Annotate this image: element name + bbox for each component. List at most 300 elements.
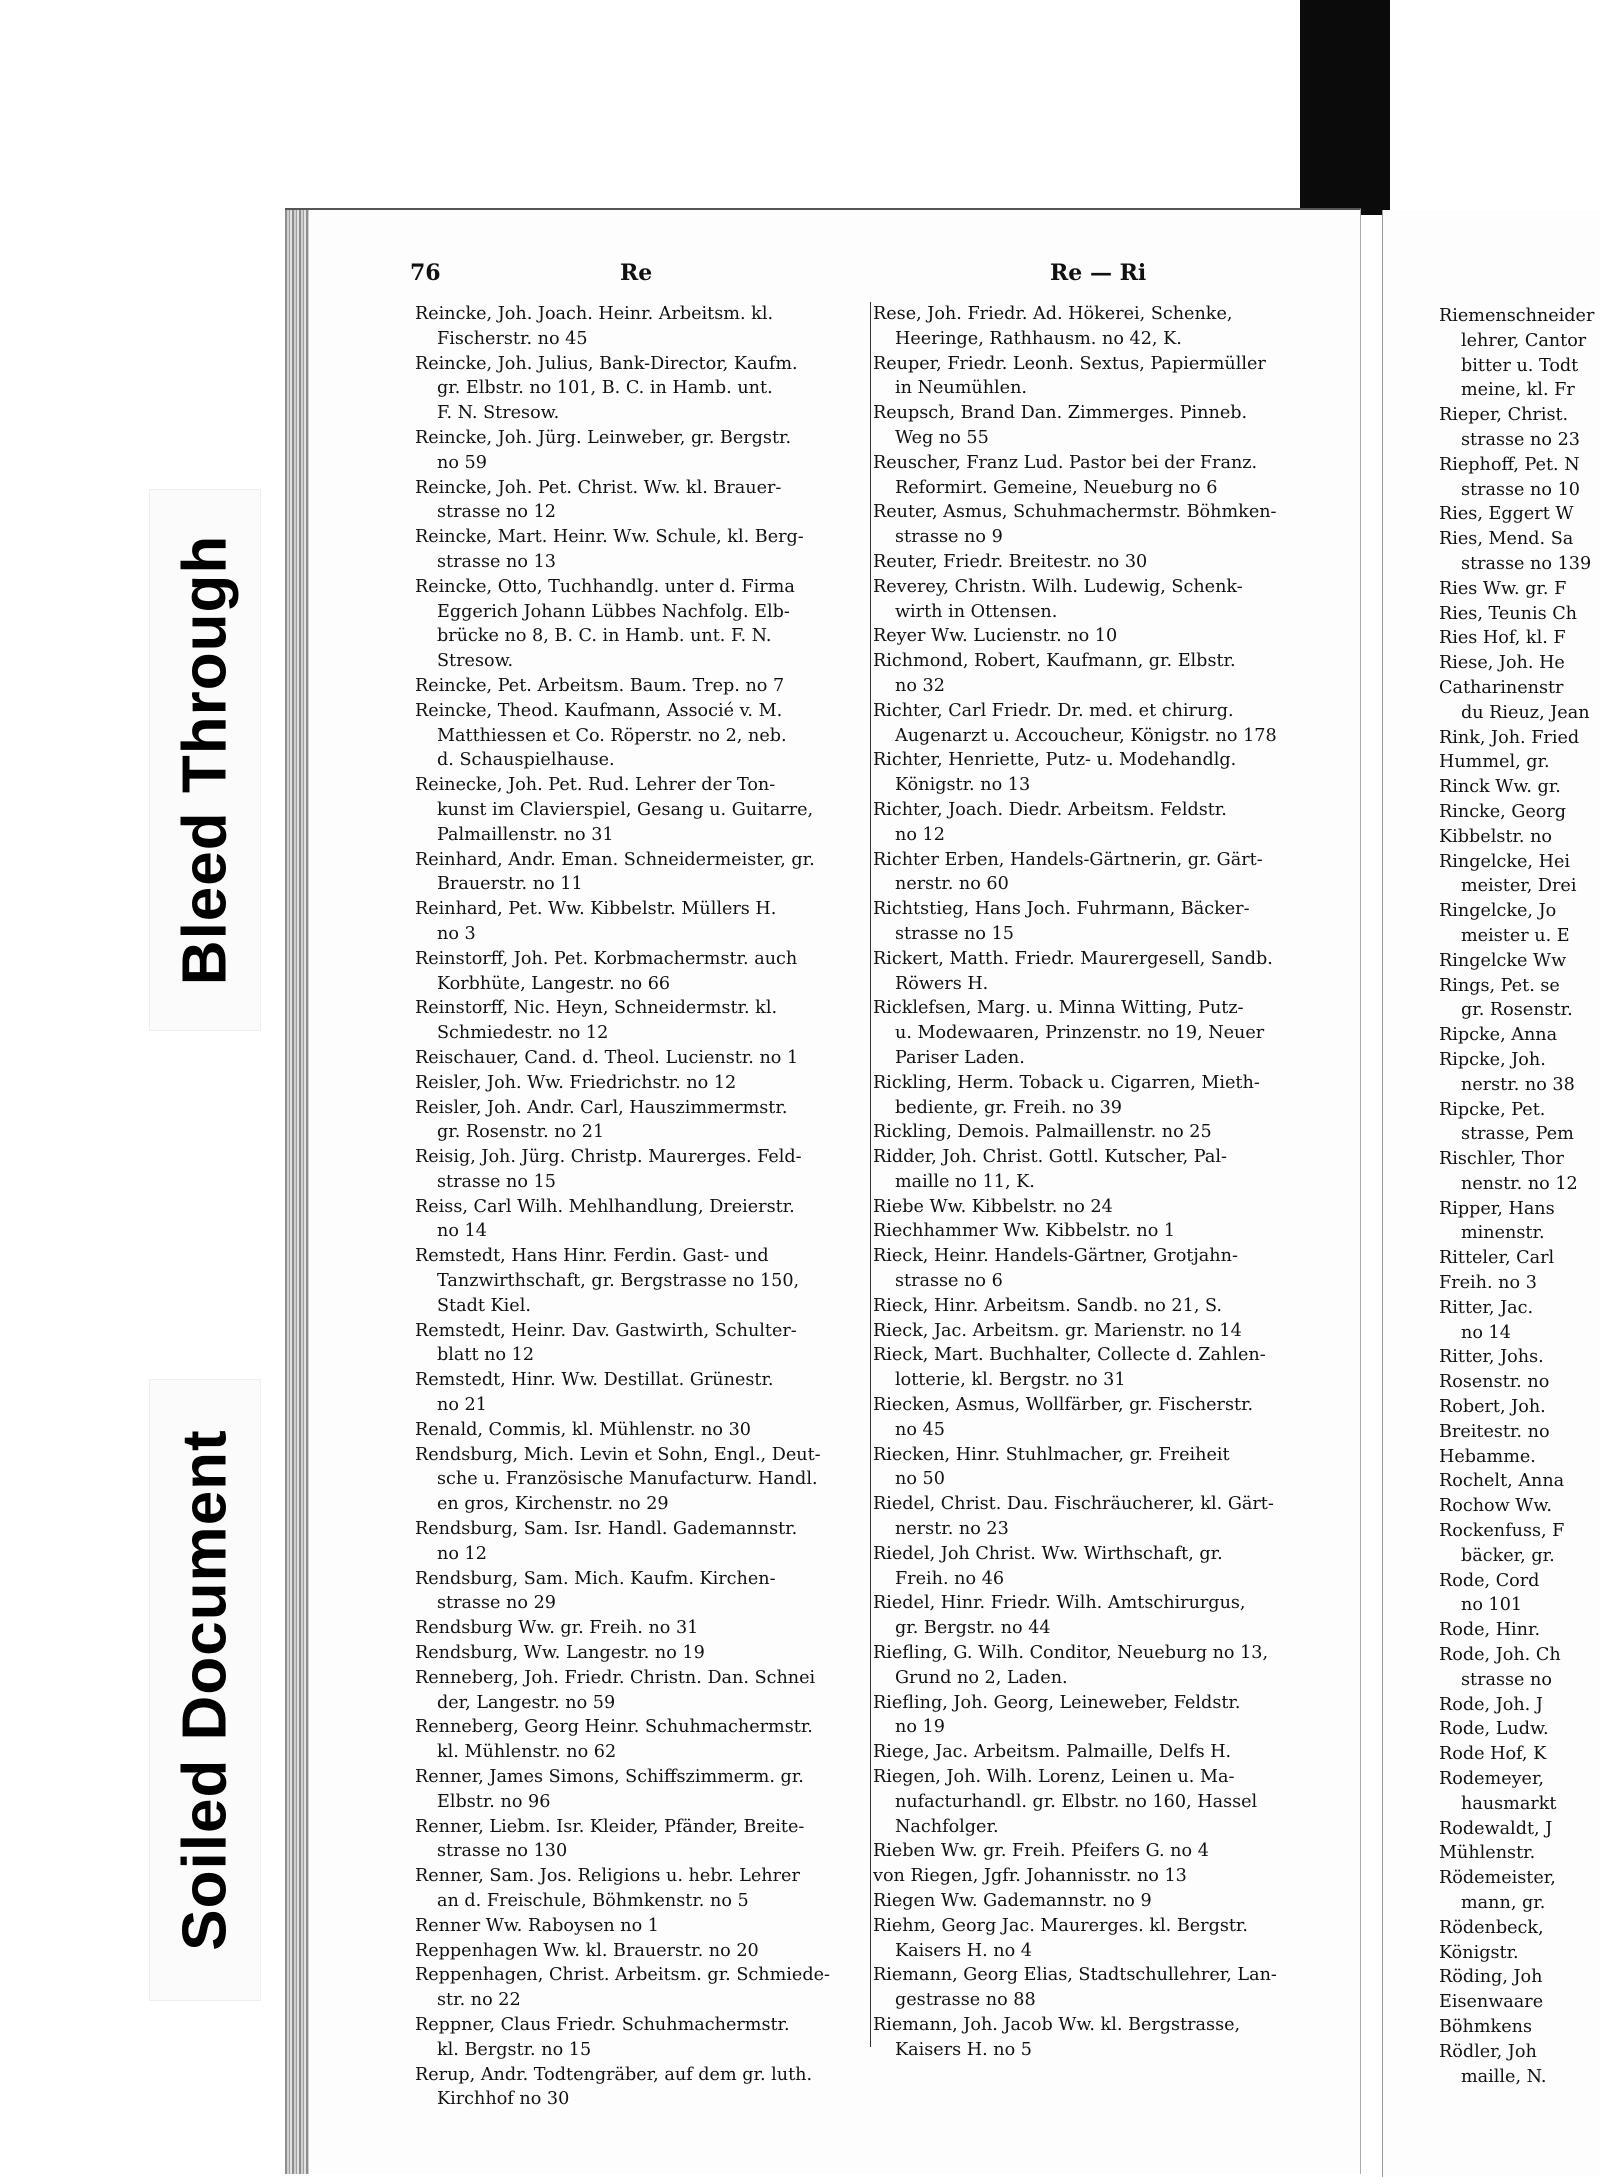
entry-first-line: Richmond, Robert, Kaufmann, gr. Elbstr. [873, 651, 1236, 672]
entry-continuation-line: Heeringe, Rathhausm. no 42, K. [895, 328, 1182, 349]
entry-first-line: Rerup, Andr. Todtengräber, auf dem gr. luth. [415, 2064, 813, 2085]
adjacent-page-line: Ries Ww. gr. F [1439, 578, 1567, 599]
entry-continuation-line: Kirchhof no 30 [437, 2089, 570, 2110]
adjacent-page-line: meine, kl. Fr [1461, 380, 1575, 401]
entry-continuation-line: strasse no 15 [895, 923, 1014, 944]
entry-first-line: Riefling, Joh. Georg, Leineweber, Feldstr. [873, 1692, 1241, 1713]
entry-continuation-line: Grund no 2, Laden. [895, 1667, 1068, 1688]
entry-continuation-line: strasse no 12 [437, 502, 556, 523]
directory-entry [415, 1616, 867, 1641]
directory-entry [415, 1443, 867, 1517]
page-edge [285, 210, 309, 2174]
adjacent-page-line: Riemenschneider [1439, 306, 1595, 326]
entry-continuation-line: gestrasse no 88 [895, 1990, 1036, 2011]
entry-first-line: Reupsch, Brand Dan. Zimmerges. Pinneb. [873, 403, 1248, 424]
adjacent-page-line: Hummel, gr. [1439, 752, 1550, 773]
entry-first-line: Reppner, Claus Friedr. Schuhmachermstr. [415, 2014, 790, 2035]
adjacent-page-line: lehrer, Cantor [1461, 330, 1587, 351]
soiled-document-label: Soiled Document [170, 1429, 240, 1951]
directory-entry [415, 1096, 867, 1146]
entry-first-line: Richter, Henriette, Putz- u. Modehandlg. [873, 750, 1237, 771]
adjacent-page-line: Ringelcke Ww [1439, 950, 1567, 971]
entry-first-line: von Riegen, Jgfr. Johannisstr. no 13 [873, 1866, 1187, 1887]
entry-first-line: Ricklefsen, Marg. u. Minna Witting, Putz- [873, 998, 1244, 1019]
entry-first-line: Riebe Ww. Kibbelstr. no 24 [873, 1196, 1113, 1217]
directory-entry [415, 352, 867, 426]
directory-entry [873, 1492, 1328, 1542]
entry-continuation-line: Schmiedestr. no 12 [437, 1023, 609, 1044]
entry-first-line: Reincke, Joh. Jürg. Leinweber, gr. Bergstr. [415, 427, 792, 448]
adjacent-page-line: Ritteler, Carl [1439, 1248, 1555, 1269]
directory-entry [873, 1963, 1328, 2013]
entry-continuation-line: u. Modewaaren, Prinzenstr. no 19, Neuer [895, 1023, 1265, 1044]
entry-first-line: Rickling, Demois. Palmaillenstr. no 25 [873, 1122, 1212, 1143]
entry-continuation-line: no 12 [437, 1543, 487, 1564]
adjacent-page-line: minenstr. [1461, 1223, 1545, 1244]
entry-first-line: Renner Ww. Raboysen no 1 [415, 1915, 659, 1936]
directory-entry [873, 2013, 1328, 2063]
entry-continuation-line: strasse no 29 [437, 1593, 556, 1614]
entry-continuation-line: Augenarzt u. Accoucheur, Königstr. no 178 [895, 725, 1277, 746]
entry-continuation-line: strasse no 9 [895, 527, 1003, 548]
entry-first-line: Rendsburg, Sam. Mich. Kaufm. Kirchen- [415, 1568, 776, 1589]
directory-entry [415, 1244, 867, 1318]
entry-first-line: Richter, Joach. Diedr. Arbeitsm. Feldstr. [873, 799, 1227, 820]
entry-first-line: Richter Erben, Handels-Gärtnerin, gr. Gärt- [873, 849, 1263, 870]
entry-continuation-line: no 19 [895, 1717, 945, 1738]
soiled-document-stamp [150, 1380, 260, 2000]
adjacent-page-line: meister, Drei [1461, 876, 1577, 897]
entry-continuation-line: Weg no 55 [895, 427, 989, 448]
directory-entry [873, 451, 1328, 501]
directory-entry [873, 1691, 1328, 1741]
entry-first-line: Reinecke, Joh. Pet. Rud. Lehrer der Ton- [415, 775, 776, 796]
directory-entry [873, 699, 1328, 749]
directory-entry [415, 1963, 867, 2013]
directory-entry [415, 1517, 867, 1567]
adjacent-page-line: Freih. no 3 [1439, 1273, 1537, 1294]
entry-continuation-line: kl. Bergstr. no 15 [437, 2039, 592, 2060]
entry-continuation-line: strasse no 130 [437, 1841, 568, 1862]
directory-entry [873, 352, 1328, 402]
directory-entry [873, 624, 1328, 649]
entry-first-line: Riecken, Hinr. Stuhlmacher, gr. Freiheit [873, 1444, 1230, 1465]
adjacent-page-line: Riese, Joh. He [1439, 653, 1565, 674]
page-header [285, 260, 1360, 300]
entry-continuation-line: Kaisers H. no 5 [895, 2039, 1032, 2060]
entry-first-line: Rieck, Hinr. Arbeitsm. Sandb. no 21, S. [873, 1295, 1223, 1316]
page-number: 76 [410, 260, 441, 286]
entry-continuation-line: nerstr. no 60 [895, 874, 1009, 895]
directory-entry [415, 848, 867, 898]
directory-entry [415, 476, 867, 526]
entry-continuation-line: Tanzwirthschaft, gr. Bergstrasse no 150, [437, 1271, 800, 1292]
adjacent-page-line: Rings, Pet. se [1439, 975, 1560, 996]
entry-first-line: Reuper, Friedr. Leonh. Sextus, Papiermüller [873, 353, 1266, 374]
entry-first-line: Richter, Carl Friedr. Dr. med. et chirurg. [873, 700, 1234, 721]
entry-first-line: Reuter, Asmus, Schuhmachermstr. Böhmken- [873, 502, 1277, 523]
entry-continuation-line: Röwers H. [895, 973, 989, 994]
entry-first-line: Reisler, Joh. Andr. Carl, Hauszimmermstr. [415, 1097, 788, 1118]
directory-entry [415, 1666, 867, 1716]
adjacent-page-line: Böhmkens [1439, 2016, 1532, 2037]
entry-first-line: Renner, Liebm. Isr. Kleider, Pfänder, Breite- [415, 1816, 805, 1837]
adjacent-page-line: Ripper, Hans [1439, 1198, 1555, 1219]
adjacent-page-line: Rieper, Christ. [1439, 405, 1569, 426]
bleed-through-stamp [150, 490, 260, 1030]
entry-first-line: Reisler, Joh. Ww. Friedrichstr. no 12 [415, 1072, 737, 1093]
entry-continuation-line: no 59 [437, 452, 487, 473]
entry-continuation-line: Kaisers H. no 4 [895, 1940, 1032, 1961]
directory-entry [415, 575, 867, 674]
directory-entry [873, 1219, 1328, 1244]
entry-first-line: Riegen Ww. Gademannstr. no 9 [873, 1891, 1152, 1911]
entry-continuation-line: brücke no 8, B. C. in Hamb. unt. F. N. [437, 626, 772, 647]
entry-continuation-line: str. no 22 [437, 1990, 521, 2011]
adjacent-page-line: mann, gr. [1461, 1893, 1546, 1913]
entry-first-line: Renner, Sam. Jos. Religions u. hebr. Lehrer [415, 1866, 800, 1887]
directory-entry [415, 1939, 867, 1964]
adjacent-page-line: Rode, Joh. Ch [1439, 1645, 1561, 1666]
directory-entry [415, 1145, 867, 1195]
entry-first-line: Richtstieg, Hans Joch. Fuhrmann, Bäcker- [873, 899, 1250, 920]
entry-continuation-line: gr. Elbstr. no 101, B. C. in Hamb. unt. [437, 378, 773, 399]
directory-entry [415, 1071, 867, 1096]
entry-continuation-line: nerstr. no 23 [895, 1519, 1009, 1540]
entry-continuation-line: Elbstr. no 96 [437, 1791, 551, 1812]
directory-entry [873, 848, 1328, 898]
entry-first-line: Reincke, Mart. Heinr. Ww. Schule, kl. Berg- [415, 527, 804, 548]
directory-entry [873, 748, 1328, 798]
entry-first-line: Reincke, Joh. Julius, Bank-Director, Kaufm. [415, 353, 798, 374]
directory-entry [415, 1567, 867, 1617]
entry-first-line: Rieck, Mart. Buchhalter, Collecte d. Zahlen- [873, 1345, 1266, 1366]
adjacent-page-line: Robert, Joh. [1439, 1397, 1546, 1418]
adjacent-page-line: Rode, Ludw. [1439, 1719, 1549, 1740]
entry-continuation-line: gr. Rosenstr. no 21 [437, 1122, 605, 1143]
adjacent-page-line: nerstr. no 38 [1461, 1074, 1575, 1095]
directory-entry [873, 1542, 1328, 1592]
entry-continuation-line: no 14 [437, 1221, 487, 1242]
adjacent-page-line: strasse no 10 [1461, 479, 1580, 500]
entry-first-line: Rickling, Herm. Toback u. Cigarren, Mieth- [873, 1072, 1260, 1093]
adjacent-page-line: Rochow Ww. [1439, 1496, 1552, 1517]
adjacent-page-line: Kibbelstr. no [1439, 826, 1553, 847]
adjacent-page-line: bitter u. Todt [1461, 355, 1579, 376]
entry-first-line: Rese, Joh. Friedr. Ad. Hökerei, Schenke, [873, 304, 1233, 324]
adjacent-page-line: meister u. E [1461, 925, 1570, 946]
directory-entry [415, 1641, 867, 1666]
directory-entry [873, 1443, 1328, 1493]
running-head-left: Re [620, 260, 653, 286]
adjacent-page-line: Röding, Joh [1439, 1967, 1543, 1988]
entry-first-line: Rendsburg, Sam. Isr. Handl. Gademannstr. [415, 1519, 798, 1540]
entry-continuation-line: no 3 [437, 923, 476, 944]
directory-entry [873, 1120, 1328, 1145]
adjacent-page-line: Rödler, Joh [1439, 2041, 1537, 2062]
directory-entry [873, 1294, 1328, 1319]
entry-first-line: Riedel, Christ. Dau. Fischräucherer, kl. Gärt- [873, 1494, 1274, 1515]
directory-entry [415, 1418, 867, 1443]
directory-entry [873, 1244, 1328, 1294]
entry-first-line: Rendsburg, Ww. Langestr. no 19 [415, 1643, 705, 1664]
directory-entry [415, 525, 867, 575]
directory-entry [873, 575, 1328, 625]
entry-first-line: Reuscher, Franz Lud. Pastor bei der Franz. [873, 452, 1258, 473]
entry-first-line: Reverey, Christn. Wilh. Ludewig, Schenk- [873, 576, 1243, 597]
running-head-right: Re — Ri [1050, 260, 1147, 286]
entry-continuation-line: F. N. Stresow. [437, 403, 560, 424]
entry-first-line: Reinhard, Pet. Ww. Kibbelstr. Müllers H. [415, 899, 777, 920]
directory-entry [873, 550, 1328, 575]
directory-entry [873, 1864, 1328, 1889]
entry-first-line: Riemann, Joh. Jacob Ww. kl. Bergstrasse, [873, 2014, 1241, 2035]
adjacent-page-line: du Rieuz, Jean [1461, 702, 1590, 723]
directory-entry [873, 1765, 1328, 1839]
adjacent-page-line: Riephoff, Pet. N [1439, 454, 1580, 475]
adjacent-page-line: strasse no 23 [1461, 429, 1580, 450]
adjacent-page-line: Catharinenstr [1439, 677, 1564, 698]
directory-entry [873, 401, 1328, 451]
adjacent-page-line: Ries, Eggert W [1439, 504, 1574, 525]
adjacent-page-line: Ries, Mend. Sa [1439, 529, 1574, 550]
directory-entry [873, 1889, 1328, 1914]
adjacent-page-line: Ritter, Johs. [1439, 1347, 1544, 1368]
entry-continuation-line: lotterie, kl. Bergstr. no 31 [895, 1370, 1126, 1391]
directory-entry [415, 1715, 867, 1765]
bleed-through-label: Bleed Through [170, 534, 240, 986]
directory-entry [415, 1195, 867, 1245]
entry-first-line: Renner, James Simons, Schiffszimmerm. gr. [415, 1767, 804, 1788]
adjacent-page-line: Breitestr. no [1439, 1421, 1550, 1442]
directory-entry [415, 1914, 867, 1939]
entry-continuation-line: in Neumühlen. [895, 378, 1027, 399]
adjacent-page-line: Rosenstr. no [1439, 1372, 1550, 1393]
adjacent-page-line: Rockenfuss, F [1439, 1521, 1565, 1542]
adjacent-page-line: Rode, Hinr. [1439, 1620, 1541, 1641]
entry-first-line: Reyer Ww. Lucienstr. no 10 [873, 626, 1118, 647]
adjacent-page-line: Ripcke, Joh. [1439, 1049, 1546, 1070]
adjacent-page-line: bäcker, gr. [1461, 1545, 1555, 1566]
entry-first-line: Riedel, Joh Christ. Ww. Wirthschaft, gr. [873, 1543, 1223, 1564]
directory-entry [415, 773, 867, 847]
adjacent-page-line: maille, N. [1461, 2066, 1547, 2087]
directory-entry [873, 500, 1328, 550]
adjacent-page-line: Königstr. [1439, 1942, 1519, 1963]
entry-continuation-line: Pariser Laden. [895, 1047, 1025, 1068]
directory-entry [415, 1864, 867, 1914]
entry-continuation-line: maille no 11, K. [895, 1171, 1035, 1192]
adjacent-page-line: Eisenwaare [1439, 1992, 1544, 2013]
entry-first-line: Renneberg, Joh. Friedr. Christn. Dan. Schnei [415, 1667, 816, 1688]
directory-entry [415, 302, 867, 352]
directory-entry [873, 1914, 1328, 1964]
directory-entry [415, 2013, 867, 2063]
entry-continuation-line: strasse no 15 [437, 1171, 556, 1192]
entry-first-line: Rickert, Matth. Friedr. Maurergesell, Sandb. [873, 948, 1273, 969]
adjacent-page [1382, 210, 1600, 2177]
directory-entry [873, 996, 1328, 1070]
entry-first-line: Ridder, Joh. Christ. Gottl. Kutscher, Pal- [873, 1147, 1227, 1168]
entry-first-line: Riegen, Joh. Wilh. Lorenz, Leinen u. Ma- [873, 1767, 1235, 1788]
directory-entry [415, 897, 867, 947]
adjacent-page-line: nenstr. no 12 [1461, 1173, 1578, 1194]
entry-continuation-line: Fischerstr. no 45 [437, 328, 588, 349]
entry-continuation-line: no 12 [895, 824, 945, 845]
entry-first-line: Riechhammer Ww. Kibbelstr. no 1 [873, 1221, 1176, 1242]
entry-continuation-line: an d. Freischule, Böhmkenstr. no 5 [437, 1891, 749, 1911]
adjacent-page-line: gr. Rosenstr. [1461, 1000, 1573, 1021]
entry-first-line: Riecken, Asmus, Wollfärber, gr. Fischerstr. [873, 1395, 1254, 1416]
adjacent-page-line: Rödemeister, [1439, 1868, 1556, 1889]
directory-entry [415, 1765, 867, 1815]
adjacent-page-line: Rischler, Thor [1439, 1149, 1564, 1170]
directory-entry [873, 798, 1328, 848]
directory-entry [873, 1393, 1328, 1443]
directory-entry [873, 649, 1328, 699]
directory-entry [415, 2063, 867, 2113]
entry-continuation-line: Stresow. [437, 651, 514, 672]
left-column [415, 302, 867, 2112]
entry-continuation-line: Stadt Kiel. [437, 1295, 531, 1316]
entry-continuation-line: bediente, gr. Freih. no 39 [895, 1097, 1122, 1118]
directory-entry [873, 1740, 1328, 1765]
directory-entry [415, 996, 867, 1046]
entry-continuation-line: gr. Bergstr. no 44 [895, 1618, 1051, 1639]
adjacent-page-line: Rink, Joh. Fried [1439, 727, 1580, 748]
entry-first-line: Rendsburg Ww. gr. Freih. no 31 [415, 1618, 699, 1639]
adjacent-page-line: no 14 [1461, 1322, 1511, 1343]
entry-first-line: Reppenhagen Ww. kl. Brauerstr. no 20 [415, 1940, 759, 1961]
entry-first-line: Remstedt, Hans Hinr. Ferdin. Gast- und [415, 1246, 769, 1267]
entry-first-line: Rendsburg, Mich. Levin et Sohn, Engl., Deut- [415, 1444, 821, 1465]
directory-entry [873, 897, 1328, 947]
entry-first-line: Reuter, Friedr. Breitestr. no 30 [873, 551, 1148, 572]
entry-continuation-line: Palmaillenstr. no 31 [437, 824, 614, 845]
entry-first-line: Reinhard, Andr. Eman. Schneidermeister, gr. [415, 849, 815, 870]
entry-first-line: Reincke, Pet. Arbeitsm. Baum. Trep. no 7 [415, 675, 785, 696]
entry-first-line: Reincke, Theod. Kaufmann, Associé v. M. [415, 700, 783, 721]
adjacent-page-line: Mühlenstr. [1439, 1843, 1536, 1864]
adjacent-page-line: Ringelcke, Hei [1439, 851, 1570, 872]
directory-entry [873, 302, 1328, 352]
adjacent-page-line: Ritter, Jac. [1439, 1297, 1534, 1318]
adjacent-page-line: hausmarkt [1461, 1793, 1557, 1814]
adjacent-page-line: Rinck Ww. gr. [1439, 777, 1561, 798]
entry-first-line: Reinstorff, Nic. Heyn, Schneidermstr. kl. [415, 998, 778, 1019]
entry-first-line: Reiss, Carl Wilh. Mehlhandlung, Dreierstr. [415, 1196, 795, 1217]
entry-continuation-line: strasse no 13 [437, 551, 556, 572]
entry-continuation-line: nufacturhandl. gr. Elbstr. no 160, Hassel [895, 1791, 1258, 1812]
entry-continuation-line: no 21 [437, 1395, 487, 1416]
entry-first-line: Renneberg, Georg Heinr. Schuhmachermstr. [415, 1717, 813, 1738]
adjacent-page-line: Rodemeyer, [1439, 1769, 1545, 1790]
adjacent-page-line: Ringelcke, Jo [1439, 901, 1557, 922]
entry-first-line: Riege, Jac. Arbeitsm. Palmaille, Delfs H. [873, 1742, 1232, 1763]
adjacent-page-line: Ripcke, Anna [1439, 1025, 1558, 1046]
entry-continuation-line: Brauerstr. no 11 [437, 874, 583, 895]
entry-continuation-line: Freih. no 46 [895, 1568, 1005, 1589]
entry-continuation-line: en gros, Kirchenstr. no 29 [437, 1494, 669, 1515]
entry-continuation-line: wirth in Ottensen. [895, 601, 1058, 622]
directory-entry [873, 947, 1328, 997]
adjacent-page-line: Hebamme. [1439, 1446, 1536, 1467]
entry-first-line: Reischauer, Cand. d. Theol. Lucienstr. no 1 [415, 1047, 799, 1068]
entry-first-line: Renald, Commis, kl. Mühlenstr. no 30 [415, 1419, 751, 1440]
directory-entry [415, 1319, 867, 1369]
adjacent-page-line: Rochelt, Anna [1439, 1471, 1565, 1492]
entry-continuation-line: sche u. Französische Manufacturw. Handl. [437, 1469, 818, 1490]
directory-entry [415, 1815, 867, 1865]
book-binding [1300, 0, 1390, 215]
adjacent-page-line: Rode, Joh. J [1439, 1694, 1543, 1715]
directory-entry [873, 1591, 1328, 1641]
directory-entry [415, 1368, 867, 1418]
entry-first-line: Reincke, Joh. Pet. Christ. Ww. kl. Brauer- [415, 477, 782, 498]
entry-continuation-line: Matthiessen et Co. Röperstr. no 2, neb. [437, 725, 787, 746]
entry-first-line: Rieck, Jac. Arbeitsm. gr. Marienstr. no 14 [873, 1320, 1242, 1341]
adjacent-page-column [1439, 304, 1600, 2089]
entry-continuation-line: Königstr. no 13 [895, 775, 1031, 796]
adjacent-page-line: strasse no 139 [1461, 553, 1592, 574]
directory-entry [415, 699, 867, 773]
entry-first-line: Riemann, Georg Elias, Stadtschullehrer, Lan- [873, 1965, 1277, 1986]
directory-entry [415, 1046, 867, 1071]
column-divider [870, 302, 871, 2047]
adjacent-page-line: strasse no [1461, 1669, 1552, 1690]
adjacent-page-line: Rode, Cord [1439, 1570, 1540, 1591]
entry-first-line: Reincke, Joh. Joach. Heinr. Arbeitsm. kl. [415, 304, 774, 324]
directory-page [285, 208, 1361, 2174]
entry-first-line: Rieben Ww. gr. Freih. Pfeifers G. no 4 [873, 1841, 1209, 1862]
directory-entry [873, 1641, 1328, 1691]
directory-entry [873, 1319, 1328, 1344]
entry-continuation-line: strasse no 6 [895, 1271, 1003, 1292]
adjacent-page-line: strasse, Pem [1461, 1124, 1574, 1145]
directory-entry [415, 426, 867, 476]
entry-continuation-line: Korbhüte, Langestr. no 66 [437, 973, 671, 994]
adjacent-page-line: Ripcke, Pet. [1439, 1099, 1546, 1120]
entry-continuation-line: blatt no 12 [437, 1345, 535, 1366]
entry-continuation-line: Eggerich Johann Lübbes Nachfolg. Elb- [437, 601, 790, 622]
adjacent-page-line: Ries Hof, kl. F [1439, 628, 1566, 649]
entry-first-line: Remstedt, Heinr. Dav. Gastwirth, Schulter- [415, 1320, 797, 1341]
adjacent-page-line: Rode Hof, K [1439, 1744, 1547, 1765]
entry-continuation-line: Reformirt. Gemeine, Neueburg no 6 [895, 477, 1218, 498]
directory-entry [873, 1071, 1328, 1121]
directory-entry [873, 1839, 1328, 1864]
entry-first-line: Rieck, Heinr. Handels-Gärtner, Grotjahn- [873, 1246, 1238, 1267]
adjacent-page-line: Rincke, Georg [1439, 801, 1567, 822]
entry-continuation-line: no 32 [895, 675, 945, 696]
adjacent-page-line: no 101 [1461, 1595, 1523, 1616]
entry-continuation-line: d. Schauspielhause. [437, 750, 615, 771]
entry-first-line: Reisig, Joh. Jürg. Christp. Maurerges. Feld- [415, 1147, 802, 1168]
entry-first-line: Riefling, G. Wilh. Conditor, Neueburg no 13, [873, 1643, 1269, 1664]
entry-first-line: Reinstorff, Joh. Pet. Korbmachermstr. auch [415, 948, 798, 969]
entry-continuation-line: der, Langestr. no 59 [437, 1692, 616, 1713]
directory-entry [873, 1145, 1328, 1195]
directory-entry [873, 1343, 1328, 1393]
entry-first-line: Riehm, Georg Jac. Maurerges. kl. Bergstr. [873, 1915, 1249, 1936]
directory-entry [415, 674, 867, 699]
adjacent-page-line: Ries, Teunis Ch [1439, 603, 1577, 624]
directory-entry [873, 1195, 1328, 1220]
right-column [873, 302, 1328, 2063]
entry-first-line: Reincke, Otto, Tuchhandlg. unter d. Firma [415, 576, 795, 597]
entry-continuation-line: kunst im Clavierspiel, Gesang u. Guitarre, [437, 799, 814, 820]
entry-continuation-line: no 50 [895, 1469, 945, 1490]
